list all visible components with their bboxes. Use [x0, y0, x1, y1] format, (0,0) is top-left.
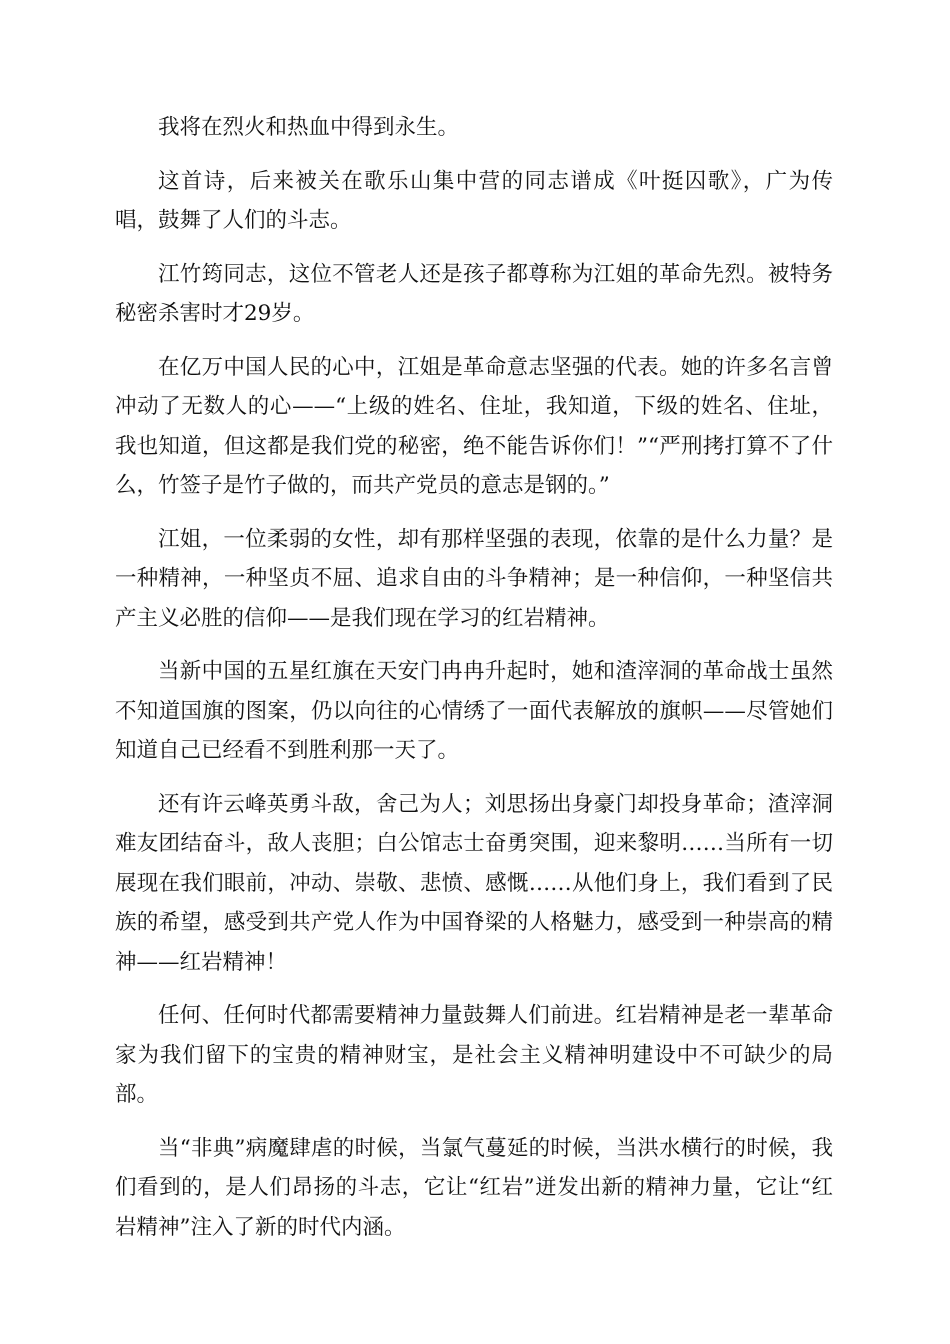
paragraph-3: 江竹筠同志，这位不管老人还是孩子都尊称为江姐的革命先烈。被特务秘密杀害时才29岁。 [115, 261, 833, 326]
paragraph-2: 这首诗，后来被关在歌乐山集中营的同志谱成《叶挺囚歌》，广为传唱，鼓舞了人们的斗志。 [115, 168, 833, 233]
paragraph-7: 还有许云峰英勇斗敌，舍己为人；刘思扬出身豪门却投身革命；渣滓洞难友团结奋斗，敌人丧胆；白公馆志士奋勇突围，迎来黎明……当所有一切展现在我们眼前，冲动、崇敬、悲愤、感慨……从他们身上，我们看到了民族的希望，感受到共产党人作为中国脊梁的人格魅力，感受到一种崇高的精神——红岩精神！ [115, 791, 833, 975]
paragraph-5: 江姐，一位柔弱的女性，却有那样坚强的表现，依靠的是什么力量？是一种精神，一种坚贞不屈、追求自由的斗争精神；是一种信仰，一种坚信共产主义必胜的信仰——是我们现在学习的红岩精神。 [115, 526, 833, 631]
paragraph-8: 任何、任何时代都需要精神力量鼓舞人们前进。红岩精神是老一辈革命家为我们留下的宝贵的精神财宝，是社会主义精神明建设中不可缺少的局部。 [115, 1003, 833, 1107]
document-body [115, 108, 833, 1261]
paragraph-9: 当“非典”病魔肆虐的时候，当氯气蔓延的时候，当洪水横行的时候，我们看到的，是人们昂扬的斗志，它让“红岩”迸发出新的精神力量，它让“红岩精神”注入了新的时代内涵。 [115, 1135, 833, 1240]
paragraph-4: 在亿万中国人民的心中，江姐是革命意志坚强的代表。她的许多名言曾冲动了无数人的心——“上级的姓名、住址，我知道，下级的姓名、住址，我也知道，但这都是我们党的秘密，绝不能告诉你们！”“严刑拷打算不了什么，竹签子是竹子做的，而共产党员的意志是钢的。” [115, 354, 833, 498]
paragraph-1: 我将在烈火和热血中得到永生。 [158, 115, 460, 140]
paragraph-6: 当新中国的五星红旗在天安门冉冉升起时，她和渣滓洞的革命战士虽然不知道国旗的图案，仍以向往的心情绣了一面代表解放的旗帜——尽管她们知道自己已经看不到胜利那一天了。 [115, 659, 833, 763]
